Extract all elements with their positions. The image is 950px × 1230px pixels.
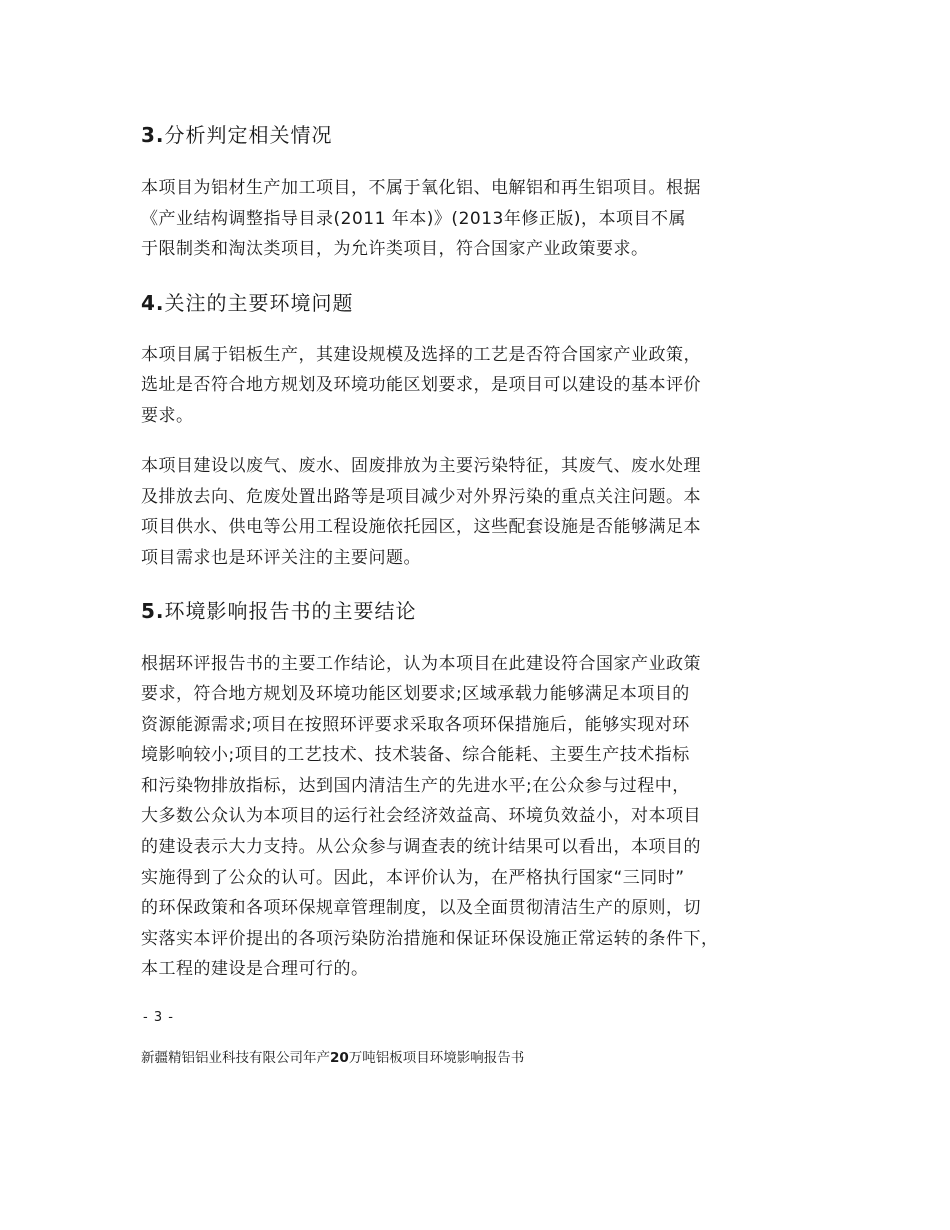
paragraph-line: 和污染物排放指标，达到国内清洁生产的先进水平;在公众参与过程中， [141, 776, 690, 796]
paragraph-line: 要求，符合地方规划及环境功能区划要求;区域承载力能够满足本项目的 [141, 684, 690, 704]
section-title: 环境影响报告书的主要结论 [164, 599, 417, 623]
paragraph-line: 《产业结构调整指导目录(2011 年本)》(2013年修正版)，本项目不属 [141, 209, 686, 229]
paragraph-line: 的环保政策和各项环保规章管理制度，以及全面贯彻清洁生产的原则，切 [141, 898, 701, 918]
page-number: - 3 - [143, 1010, 174, 1025]
paragraph-line: 本工程的建设是合理可行的。 [141, 959, 369, 979]
section-heading-5 [141, 597, 417, 625]
paragraph-line: 根据环评报告书的主要工作结论，认为本项目在此建设符合国家产业政策 [141, 654, 701, 674]
paragraph-line: 实施得到了公众的认可。因此，本评价认为，在严格执行国家“三同时” [141, 868, 685, 888]
section-title: 关注的主要环境问题 [164, 291, 354, 315]
paragraph-line: 项目需求也是环评关注的主要问题。 [141, 548, 421, 568]
section-number: 4. [141, 291, 165, 315]
paragraph-line: 本项目为铝材生产加工项目，不属于氧化铝、电解铝和再生铝项目。根据 [141, 178, 701, 198]
section-heading-4 [141, 289, 354, 317]
paragraph-line: 实落实本评价提出的各项污染防治措施和保证环保设施正常运转的条件下， [141, 929, 719, 949]
footer-amount: 20 [330, 1050, 349, 1066]
paragraph-line: 的建设表示大力支持。从公众参与调查表的统计结果可以看出，本项目的 [141, 837, 701, 857]
paragraph-line: 于限制类和淘汰类项目，为允许类项目，符合国家产业政策要求。 [141, 239, 649, 259]
section-number: 5. [141, 599, 165, 623]
paragraph-line: 选址是否符合地方规划及环境功能区划要求，是项目可以建设的基本评价 [141, 375, 701, 395]
section-heading-3 [141, 121, 333, 149]
section-title: 分析判定相关情况 [164, 123, 333, 147]
document-footer [141, 1049, 524, 1067]
paragraph-line: 项目供水、供电等公用工程设施依托园区，这些配套设施是否能够满足本 [141, 517, 701, 537]
footer-prefix: 新疆精铝铝业科技有限公司年产 [141, 1050, 330, 1066]
paragraph-line: 大多数公众认为本项目的运行社会经济效益高、环境负效益小，对本项目 [141, 806, 701, 826]
paragraph-line: 本项目建设以废气、废水、固废排放为主要污染特征，其废气、废水处理 [141, 456, 701, 476]
paragraph-line: 及排放去向、危废处置出路等是项目减少对外界污染的重点关注问题。本 [141, 487, 701, 507]
paragraph-line: 本项目属于铝板生产，其建设规模及选择的工艺是否符合国家产业政策， [141, 345, 701, 365]
paragraph-line: 境影响较小;项目的工艺技术、技术装备、综合能耗、主要生产技术指标 [141, 745, 690, 765]
footer-suffix: 万吨铝板项目环境影响报告书 [348, 1050, 525, 1066]
paragraph-line: 要求。 [141, 406, 194, 426]
section-number: 3. [141, 123, 165, 147]
paragraph-line: 资源能源需求;项目在按照环评要求采取各项环保措施后，能够实现对环 [141, 715, 690, 735]
